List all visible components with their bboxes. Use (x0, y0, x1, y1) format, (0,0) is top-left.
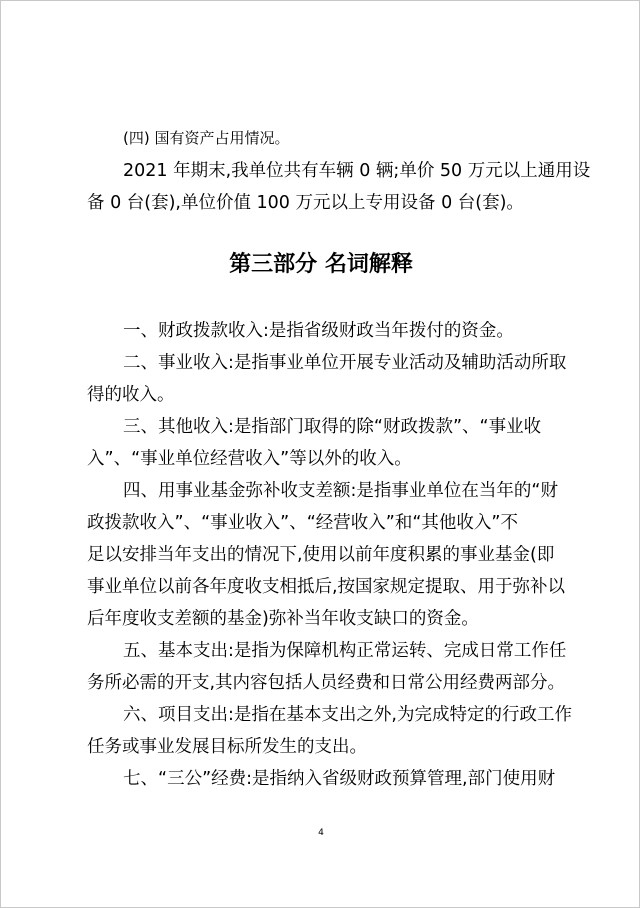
paragraph-line: 任务或事业发展目标所发生的支出。 (87, 737, 367, 757)
paragraph-line: 2021 年期末,我单位共有车辆 0 辆;单价 50 万元以上通用设 (123, 161, 591, 181)
paragraph-line: 事业单位以前各年度收支相抵后,按国家规定提取、用于弥补以 (87, 577, 566, 597)
page-number: 4 (318, 828, 324, 838)
term-basic-expenditure: 五、基本支出:是指为保障机构正常运转、完成日常工作任 (123, 641, 567, 661)
paragraph-line: 政拨款收入”、“事业收入”、“经营收入”和“其他收入”不 (87, 513, 518, 533)
paragraph-line: 务所必需的开支,其内容包括人员经费和日常公用经费两部分。 (87, 673, 566, 693)
term-business-fund: 四、用事业基金弥补收支差额:是指事业单位在当年的“财 (123, 481, 558, 501)
term-project-expenditure: 六、项目支出:是指在基本支出之外,为完成特定的行政工作 (123, 705, 572, 725)
paragraph-line: 备 0 台(套),单位价值 100 万元以上专用设备 0 台(套)。 (87, 193, 524, 213)
section-heading-state-assets: (四) 国有资产占用情况。 (123, 129, 290, 147)
paragraph-line: 入”、“事业单位经营收入”等以外的收入。 (87, 449, 412, 469)
term-three-public-expenses: 七、“三公”经费:是指纳入省级财政预算管理,部门使用财 (123, 769, 556, 789)
term-other-income: 三、其他收入:是指部门取得的除“财政拨款”、“事业收 (123, 417, 542, 437)
paragraph-line: 后年度收支差额的基金)弥补当年收支缺口的资金。 (87, 609, 479, 629)
term-fiscal-appropriation: 一、财政拨款收入:是指省级财政当年拨付的资金。 (123, 321, 514, 341)
paragraph-line: 得的收入。 (87, 385, 175, 405)
term-business-income: 二、事业收入:是指事业单位开展专业活动及辅助活动所取 (123, 353, 567, 373)
part-title: 第三部分 名词解释 (229, 251, 413, 277)
paragraph-line: 足以安排当年支出的情况下,使用以前年度积累的事业基金(即 (87, 545, 555, 565)
